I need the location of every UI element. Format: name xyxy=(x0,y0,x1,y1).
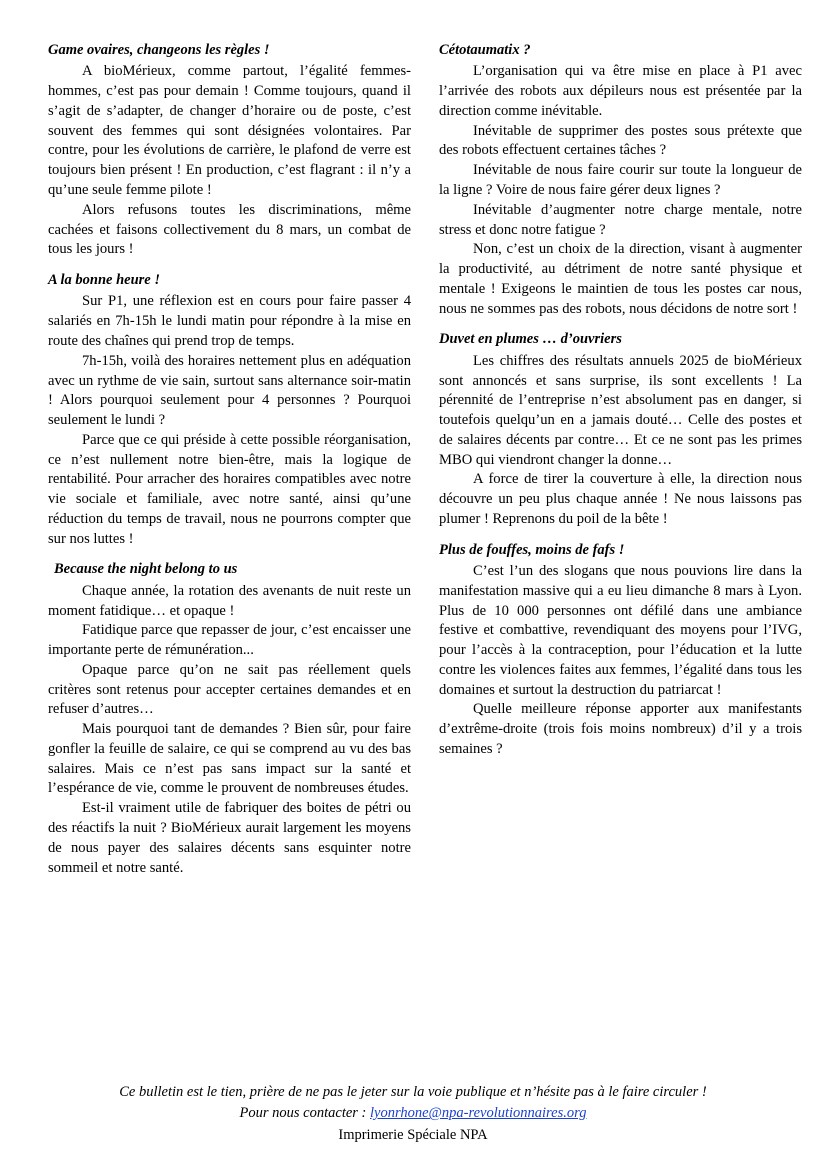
footer-notice: Ce bulletin est le tien, prière de ne pas le jeter sur la voie publique et n’hésite pas à le faire circuler ! xyxy=(119,1084,707,1101)
article-title: Duvet en plumes … d’ouvriers xyxy=(439,331,622,348)
article-paragraph: Opaque parce qu’on ne sait pas réellement quels critères sont retenus pour accepter certaines demandes et en refuser d’autres… xyxy=(48,661,411,718)
article-cetotaumatix xyxy=(439,42,802,319)
footer-imprint: Imprimerie Spéciale NPA xyxy=(338,1127,488,1144)
article-paragraph: Inévitable d’augmenter notre charge mentale, notre stress et donc notre fatigue ? xyxy=(439,201,802,238)
page-footer xyxy=(48,1082,778,1147)
article-title: A la bonne heure ! xyxy=(48,272,160,289)
left-column xyxy=(48,42,411,1032)
article-paragraph: Est-il vraiment utile de fabriquer des boites de pétri ou des réactifs la nuit ? BioMérieux aurait largement les moyens de nous payer des salaires décents sans esquinter notre sommeil et notre santé. xyxy=(48,800,411,876)
article-paragraph: A bioMérieux, comme partout, l’égalité femmes-hommes, c’est pas pour demain ! Comme toujours, quand il s’agit de s’adapter, de changer d’horaire ou de poste, c’est souvent des femmes qui sont désignées volontaires. Par contre, pour les évolutions de carrière, le plafond de verre est toujours bien présent ! En production, c’est flagrant : il n’y a qu’une seule femme pilote ! xyxy=(48,63,411,198)
article-paragraph: C’est l’un des slogans que nous pouvions lire dans la manifestation massive qui a eu lieu dimanche 8 mars à Lyon. Plus de 10 000 personnes ont défilé dans une ambiance festive et combattive, revendiquant des moyens pour l’IVG, pour l’accès à la contraception, pour l’éducation et la lutte contre les violences faites aux femmes, l’égalité dans tous les domaines et surtout la destruction du patriarcat ! xyxy=(439,563,802,698)
article-title: Game ovaires, changeons les règles ! xyxy=(48,42,270,58)
article-paragraph: Mais pourquoi tant de demandes ? Bien sûr, pour faire gonfler la feuille de salaire, ce qui se comprend au vu des bas salaires. Mais ce n’est pas sans impact sur la santé et l’espérance de vie, comme le prouvent de nombreuses études. xyxy=(48,721,411,797)
article-paragraph: Sur P1, une réflexion est en cours pour faire passer 4 salariés en 7h-15h le lundi matin pour répondre à la mise en route des chaînes qui prend trop de temps. xyxy=(48,293,411,349)
footer-contact xyxy=(48,1103,778,1124)
contact-email-link[interactable]: lyonrhone@npa-revolutionnaires.org xyxy=(370,1105,587,1122)
article-because-the-night xyxy=(48,561,411,878)
article-plus-de-fouffes xyxy=(439,542,802,760)
article-duvet-en-plumes xyxy=(439,331,802,529)
article-paragraph: Inévitable de nous faire courir sur toute la longueur de la ligne ? Voire de nous faire gérer deux lignes ? xyxy=(439,162,802,198)
article-title: Cétotaumatix ? xyxy=(439,42,531,58)
right-column xyxy=(439,42,802,1032)
article-paragraph: 7h-15h, voilà des horaires nettement plus en adéquation avec un rythme de vie sain, surtout sans alternance soir-matin ! Alors pourquoi seulement pour 4 personnes ? Pourquoi seulement le lundi ? xyxy=(48,352,411,429)
article-paragraph: Quelle meilleure réponse apporter aux manifestants d’extrême-droite (trois fois moins nombreux) d’il y a trois semaines ? xyxy=(439,701,802,757)
article-paragraph: Fatidique parce que repasser de jour, c’est encaisser une importante perte de rémunération... xyxy=(48,622,411,659)
article-paragraph: Les chiffres des résultats annuels 2025 de bioMérieux sont annoncés et sans surprise, ils sont excellents ! La pérennité de l’entreprise n’est absolument pas en danger, si toutefois quelqu’un en a jamais douté… Celle des postes et de salaires décents par contre… Et ce ne sont pas les primes MBO qui viendront changer la donne… xyxy=(439,352,802,468)
article-paragraph: Alors refusons toutes les discriminations, même cachées et faisons collectivement du 8 mars, un combat de tous les jours ! xyxy=(48,201,411,258)
article-game-ovaires xyxy=(48,42,411,260)
article-paragraph: Parce que ce qui préside à cette possible réorganisation, ce n’est nullement notre bien-être, mais la logique de rentabilité. Pour arracher des horaires compatibles avec notre vie sociale et familiale, avec notre santé, ainsi qu’une réduction du temps de travail, nous ne pourrons compter que sur nos luttes ! xyxy=(48,431,411,547)
two-column-layout xyxy=(48,42,802,1032)
article-title: Plus de fouffes, moins de fafs ! xyxy=(439,541,625,558)
article-paragraph: A force de tirer la couverture à elle, la direction nous découvre un peu plus chaque année ! Ne nous laissons pas plumer ! Reprenons du poil de la bête ! xyxy=(439,471,802,527)
article-paragraph: Chaque année, la rotation des avenants de nuit reste un moment fatidique… et opaque ! xyxy=(48,582,411,619)
article-title: Because the night belong to us xyxy=(54,561,238,578)
article-paragraph: L’organisation qui va être mise en place à P1 avec l’arrivée des robots aux dépileurs nous est présentée par la direction comme inévitable. xyxy=(439,63,802,119)
footer-contact-label: Pour nous contacter : xyxy=(239,1105,371,1122)
article-a-la-bonne-heure xyxy=(48,272,411,549)
article-paragraph: Non, c’est un choix de la direction, visant à augmenter la productivité, au détriment de notre santé physique et mentale ! Exigeons le maintien de tous les postes car nous, nous ne sommes pas des robots, nous décidons de notre sort ! xyxy=(439,241,802,317)
article-paragraph: Inévitable de supprimer des postes sous prétexte que des robots effectuent certaines tâches ? xyxy=(439,122,802,159)
